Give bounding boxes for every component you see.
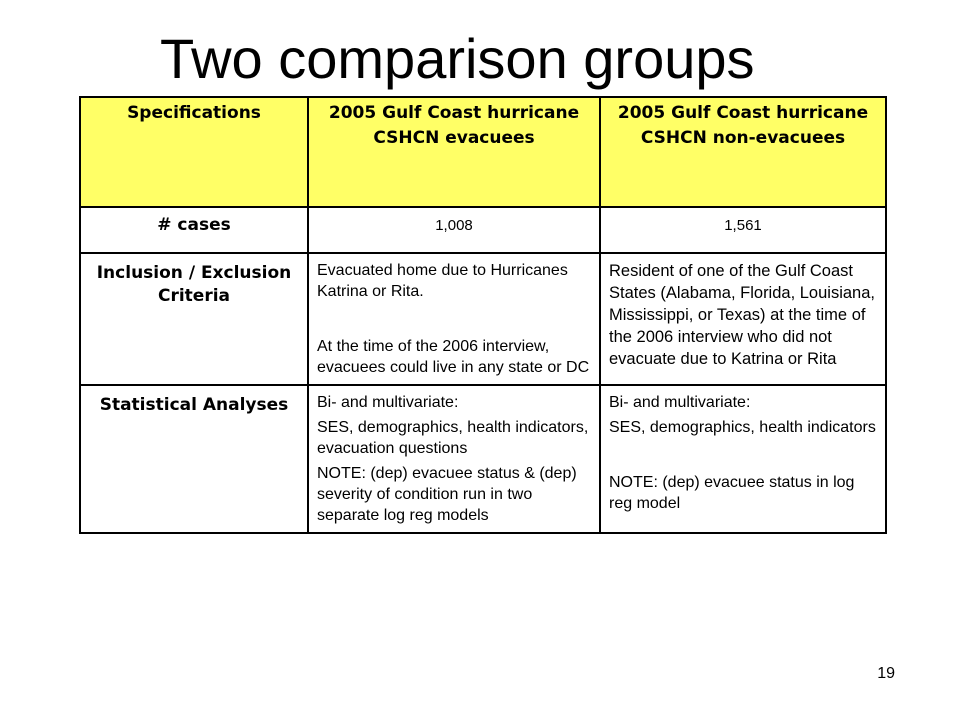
slide-title: Two comparison groups	[160, 27, 755, 90]
header-specifications: Specifications	[80, 97, 308, 207]
table-header-row	[80, 97, 886, 207]
comparison-table	[79, 96, 887, 534]
header-non-evacuees: 2005 Gulf Coast hurricane CSHCN non-evacuees	[600, 97, 886, 207]
analyses-non-evacuees	[600, 385, 886, 533]
inclusion-evacuees-text-1: Evacuated home due to Hurricanes Katrina or Rita.	[317, 262, 568, 300]
inclusion-non-evacuees: Resident of one of the Gulf Coast States (Alabama, Florida, Louisiana, Mississippi, or Texas) at the time of the 2006 interview who did not evacuate due to Katrina or Rita	[600, 253, 886, 385]
inclusion-evacuees-text-2: At the time of the 2006 interview, evacuees could live in any state or DC	[317, 338, 590, 376]
analyses-evacuees-text-2: SES, demographics, health indicators, evacuation questions	[317, 419, 589, 457]
row-label-cases: # cases	[80, 207, 308, 253]
table-row-analyses	[80, 385, 886, 533]
analyses-evacuees	[308, 385, 600, 533]
cases-evacuees: 1,008	[308, 207, 600, 253]
row-label-analyses: Statistical Analyses	[80, 385, 308, 533]
table-row-inclusion	[80, 253, 886, 385]
analyses-evacuees-text-1: Bi- and multivariate:	[317, 394, 459, 411]
analyses-non-evacuees-text-3: NOTE: (dep) evacuee status in log reg model	[609, 474, 855, 512]
inclusion-evacuees	[308, 253, 600, 385]
cases-non-evacuees: 1,561	[600, 207, 886, 253]
header-evacuees: 2005 Gulf Coast hurricane CSHCN evacuees	[308, 97, 600, 207]
page-number: 19	[877, 665, 895, 682]
analyses-non-evacuees-text-2: SES, demographics, health indicators	[609, 419, 876, 436]
analyses-non-evacuees-text-1: Bi- and multivariate:	[609, 394, 751, 411]
analyses-evacuees-text-3: NOTE: (dep) evacuee status & (dep) severity of condition run in two separate log reg models	[317, 465, 577, 524]
row-label-inclusion: Inclusion / Exclusion Criteria	[80, 253, 308, 385]
table-row-cases	[80, 207, 886, 253]
